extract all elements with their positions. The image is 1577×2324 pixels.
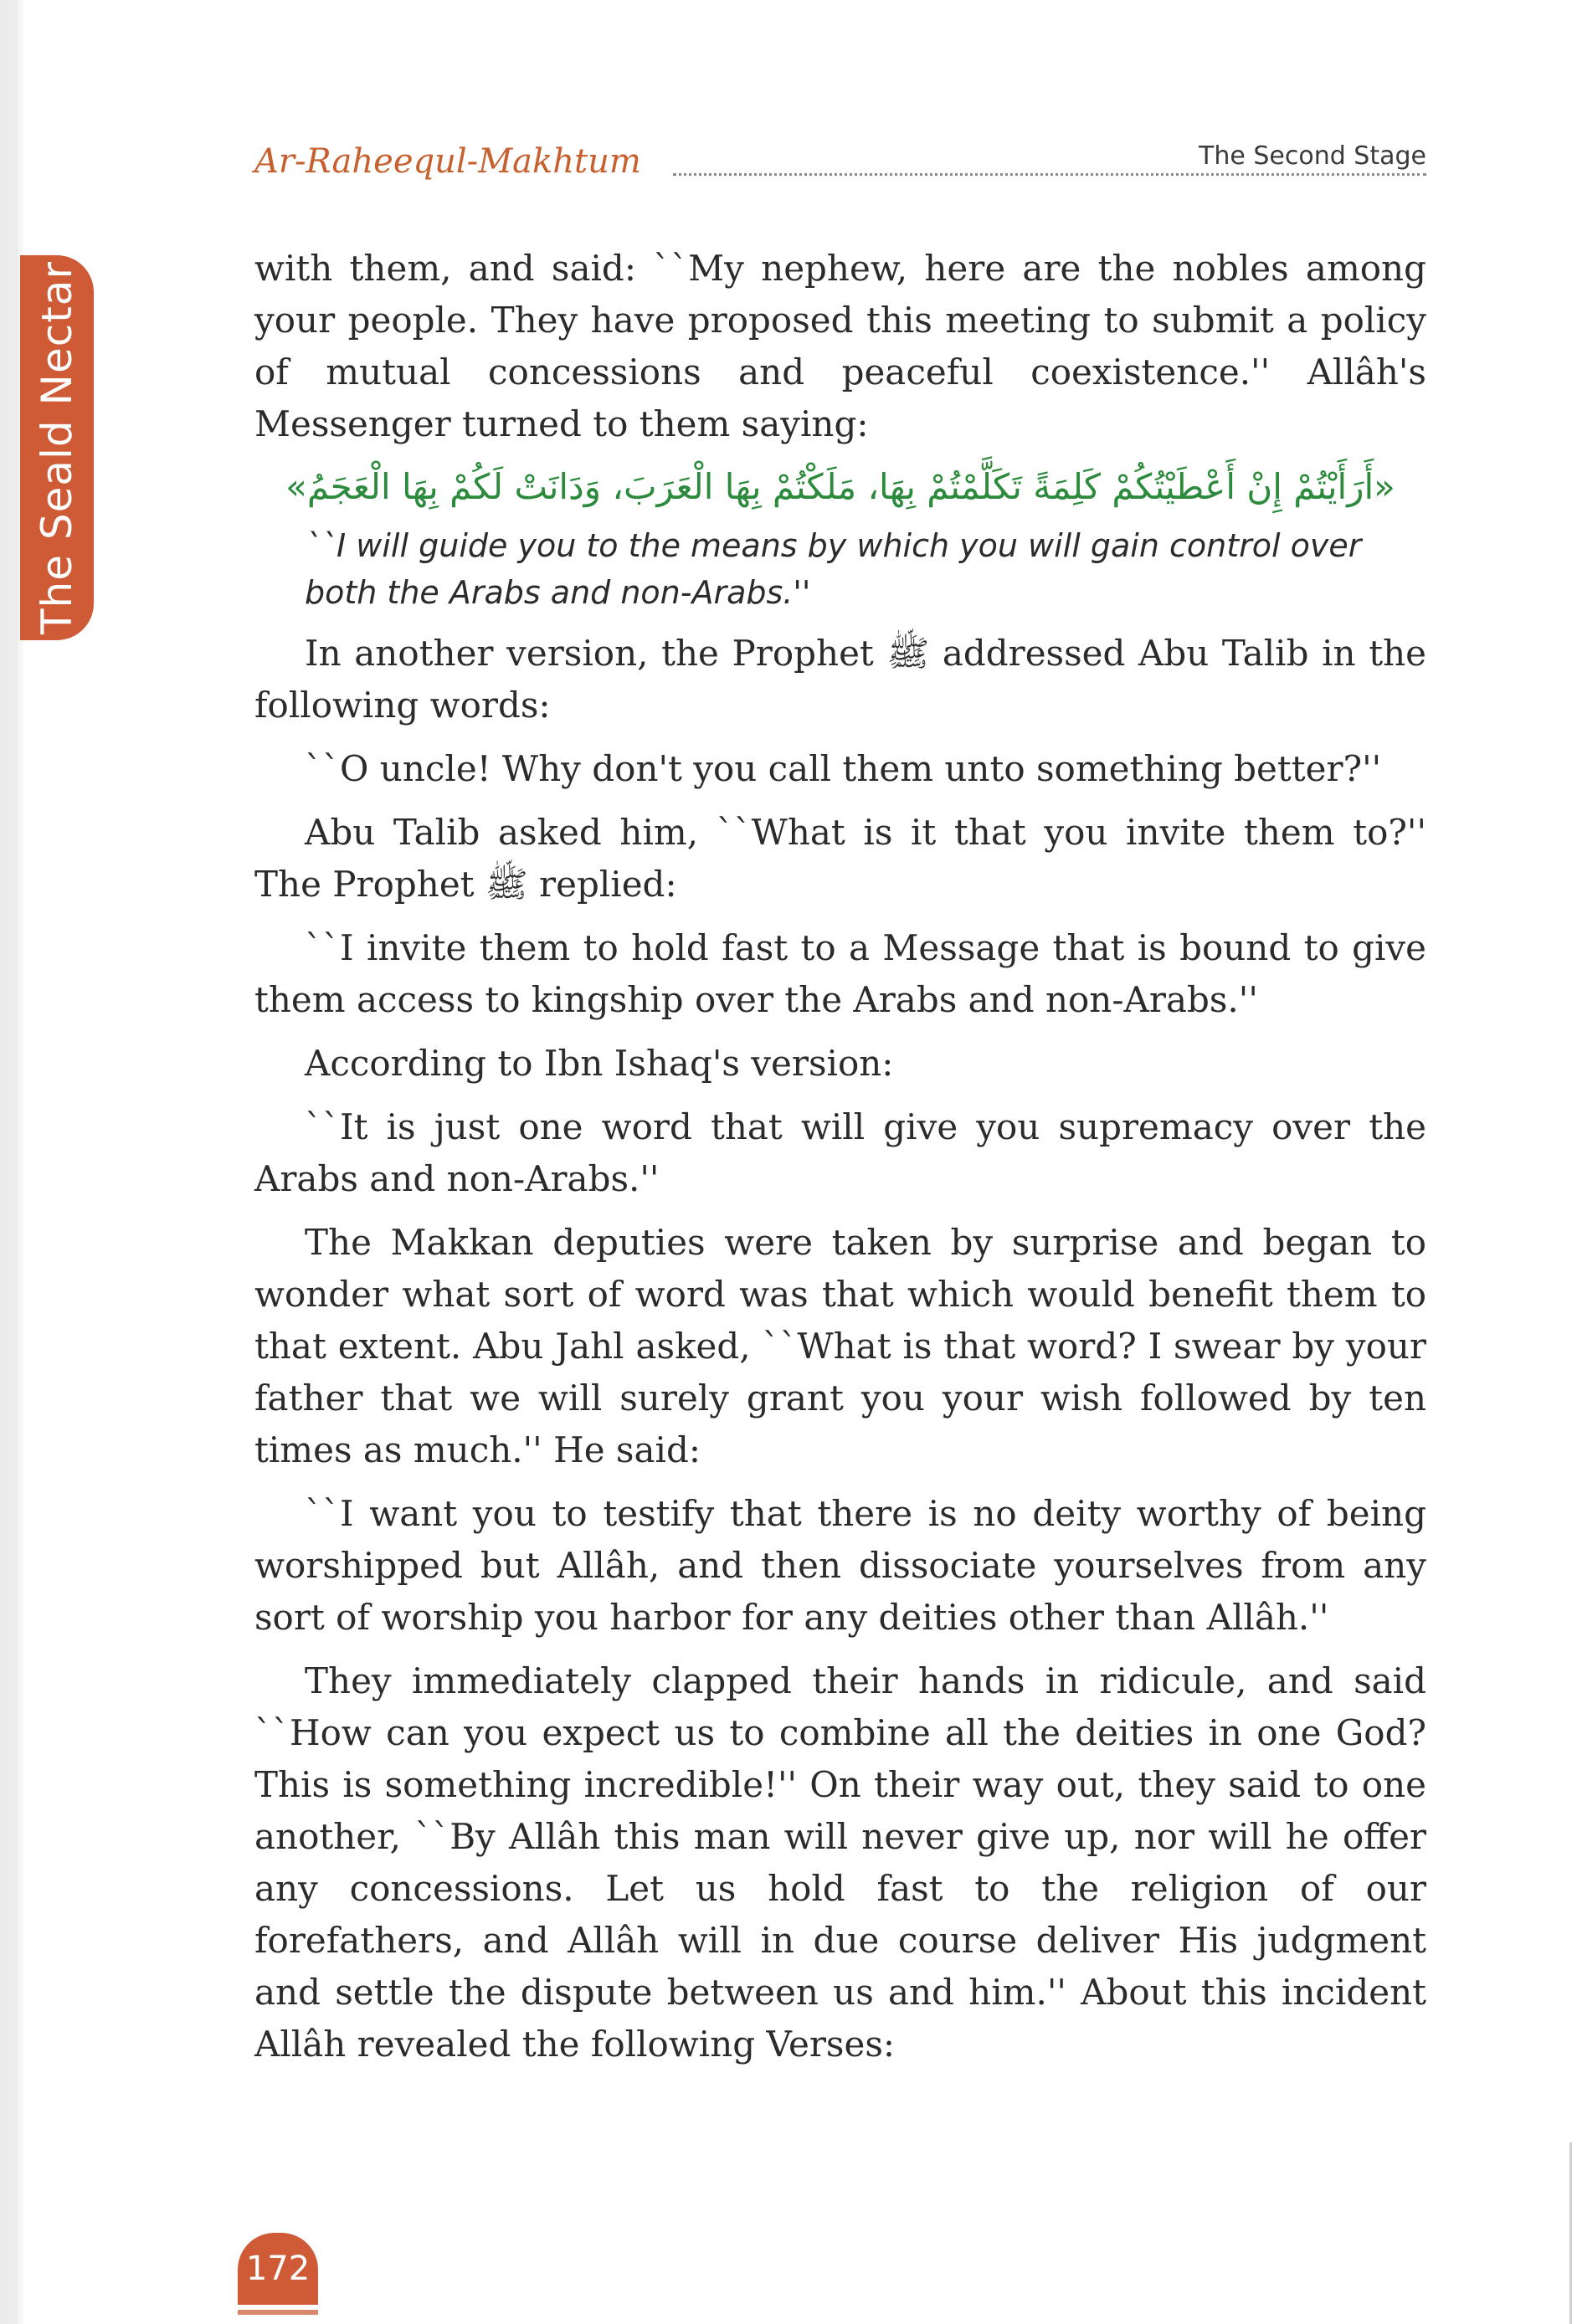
page-number: 172 xyxy=(238,2233,318,2305)
side-tab-label: The Seald Nectar xyxy=(33,260,82,635)
header-dotted-rule xyxy=(673,173,1426,176)
side-tab xyxy=(20,255,94,640)
quote-translation: ``I will guide you to the means by which you will gain control over both the Arabs and non-Arabs.'' xyxy=(305,527,1362,611)
paragraph-10: They immediately clapped their hands in ridicule, and said ``How can you expect us to combine all the deities in one God? This is something incredible!'' On their way out, they said to one another, ``By Allâh this man will never give up, nor will he offer any concessions. Let us hold fast to the religion of our forefathers, and Allâh will in due course deliver His judgment and settle the dispute between us and him.'' About this incident Allâh revealed the following Verses: xyxy=(254,1660,1426,2065)
page-number-underline xyxy=(238,2310,318,2315)
arabic-quote: «أَرَأَيْتُمْ إِنْ أَعْطَيْتُكُمْ كَلِمَةً تَكَلَّمْتُمْ بِهَا، مَلَكْتُمْ بِهَا الْعَرَبَ، وَدَانَتْ لَكُمْ بِهَا الْعَجَمُ» xyxy=(285,466,1395,507)
book-title: Ar-Raheequl-Makhtum xyxy=(254,142,646,181)
paragraph-5: ``I invite them to hold fast to a Message that is bound to give them access to kingship over the Arabs and non-Arabs.'' xyxy=(254,927,1426,1020)
paragraph-8: The Makkan deputies were taken by surprise and began to wonder what sort of word was that which would benefit them to that extent. Abu Jahl asked, ``What is that word? I swear by your father that we will surely grant you your wish followed by ten times as much.'' He said: xyxy=(254,1222,1426,1470)
paragraph-3: ``O uncle! Why don't you call them unto something better?'' xyxy=(305,748,1382,789)
page-right-edge xyxy=(1569,2142,1572,2324)
page-body xyxy=(254,243,1426,2070)
page-left-edge xyxy=(0,0,18,2324)
paragraph-7: ``It is just one word that will give you supremacy over the Arabs and non-Arabs.'' xyxy=(254,1106,1426,1199)
paragraph-1: with them, and said: ``My nephew, here are the nobles among your people. They have proposed this meeting to submit a policy of mutual concessions and peaceful coexistence.'' Allâh's Messenger turned to them saying: xyxy=(254,248,1426,444)
paragraph-6: According to Ibn Ishaq's version: xyxy=(305,1043,894,1084)
section-title: The Second Stage xyxy=(1199,141,1426,171)
running-header xyxy=(254,126,1426,184)
paragraph-9: ``I want you to testify that there is no deity worthy of being worshipped but Allâh, and then dissociate yourselves from any sort of worship you harbor for any deities other than Allâh.'' xyxy=(254,1493,1426,1638)
paragraph-4: Abu Talib asked him, ``What is it that you invite them to?'' The Prophet ﷺ replied: xyxy=(254,812,1426,905)
paragraph-2: In another version, the Prophet ﷺ addressed Abu Talib in the following words: xyxy=(254,633,1427,726)
